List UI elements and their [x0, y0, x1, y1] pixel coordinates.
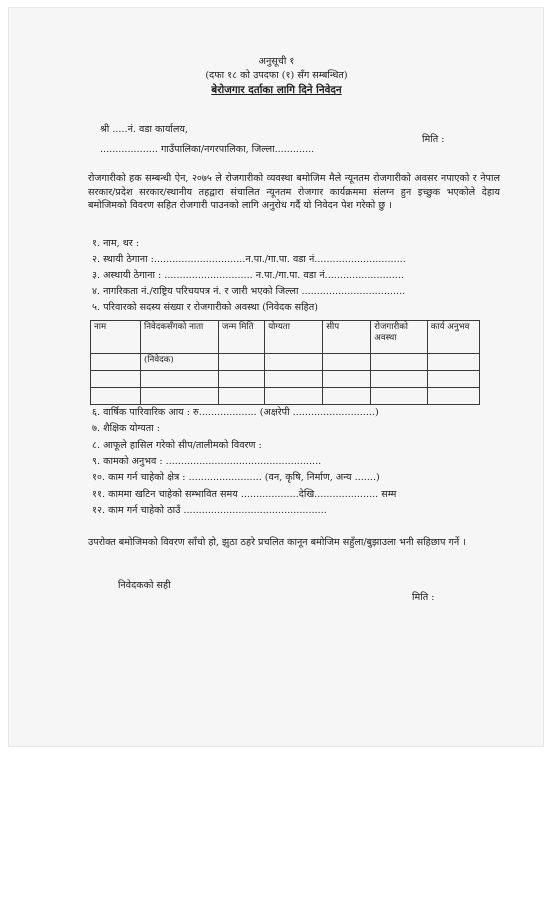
col-header-skill: सीप — [323, 321, 371, 354]
col-header-relation: निवेदकसँगको नाता — [140, 321, 218, 354]
form-title: बेरोजगार दर्ताका लागि दिने निवेदन — [211, 84, 342, 96]
field-skills-training: ८. आफूले हासिल गरेको सीप/तालीमको विवरण : — [92, 440, 262, 451]
field-work-sector: १०. काम गर्न चाहेको क्षेत्र : ........................ (वन, कृषि, निर्माण, अन्य .......) — [92, 472, 380, 483]
signature-label: निवेदकको सही — [118, 580, 171, 591]
field-work-place: १२. काम गर्न चाहेको ठाउँ ............................................... — [92, 505, 327, 516]
col-header-name: नाम — [91, 321, 141, 354]
table-header-row — [91, 321, 480, 354]
address-line-2: ................... गाउँपालिका/नगरपालिका, जिल्ला............. — [100, 144, 315, 155]
field-name: १. नाम, थर : — [92, 238, 140, 249]
date-label-top: मिति : — [422, 134, 445, 145]
field-annual-income: ६. वार्षिक पारिवारिक आय : रु................... (अक्षरेपी ...........................) — [92, 407, 379, 418]
address-line-1: श्री .....नं. वडा कार्यालय, — [100, 124, 189, 135]
field-family-members: ५. परिवारको सदस्य संख्या र रोजगारीको अवस्था (निवेदक सहित) — [92, 302, 318, 313]
col-header-employment-status: रोजगारीको अवस्था — [371, 321, 427, 354]
date-label-bottom: मिति : — [412, 592, 435, 603]
col-header-dob: जन्म मिति — [219, 321, 265, 354]
field-permanent-address: २. स्थायी ठेगाना :..............................न.पा./गा.पा. वडा नं.............................. — [92, 254, 406, 265]
field-citizenship: ४. नागरिकता नं./राष्ट्रिय परिचयपत्र नं. र जारी भएको जिल्ला .................................. — [92, 286, 406, 297]
field-work-experience: ९. कामको अनुभव : ................................................... — [92, 456, 322, 467]
table-row — [91, 388, 480, 405]
intro-paragraph: रोजगारीको हक सम्बन्धी ऐन, २०७५ ले रोजगारीको व्यवस्था बमोजिम मैले न्यूनतम रोजगारीको अवसर नपाएको र नेपाल सरकार/प्रदेश सरकार/स्थानीय तहद्वारा संचालित न्यूनतम रोजगार कार्यक्रममा संलग्न हुन इच्छुक भएकोले देहाय बमोजिमको विवरण सहित रोजगारी पाउनको लागि अनुरोध गर्दै यो निवेदन पेश गरेको छु । — [88, 173, 500, 211]
field-temporary-address: ३. अस्थायी ठेगाना : ............................. न.पा./गा.पा. वडा नं.......................... — [92, 270, 404, 281]
col-header-qualification: योग्यता — [265, 321, 323, 354]
field-education: ७. शैक्षिक योग्यता : — [92, 423, 160, 434]
field-work-period: ११. काममा खटिन चाहेको सम्भावित समय ...................देखि..................... सम्म — [92, 489, 397, 500]
col-header-experience: कार्य अनुभव — [427, 321, 479, 354]
applicant-cell: (निवेदक) — [140, 354, 218, 371]
table-row — [91, 354, 480, 371]
section-reference: (दफा १८ को उपदफा (१) सँग सम्बन्धित) — [205, 70, 348, 81]
family-table — [90, 320, 480, 405]
table-row — [91, 371, 480, 388]
declaration-paragraph: उपरोक्त बमोजिमको विवरण साँचो हो, झुठा ठहरे प्रचलित कानून बमोजिम सहुँला/बुझाउला भनी सहिछाप गर्ने । — [88, 537, 466, 548]
annex-label: अनुसूची १ — [258, 56, 295, 67]
